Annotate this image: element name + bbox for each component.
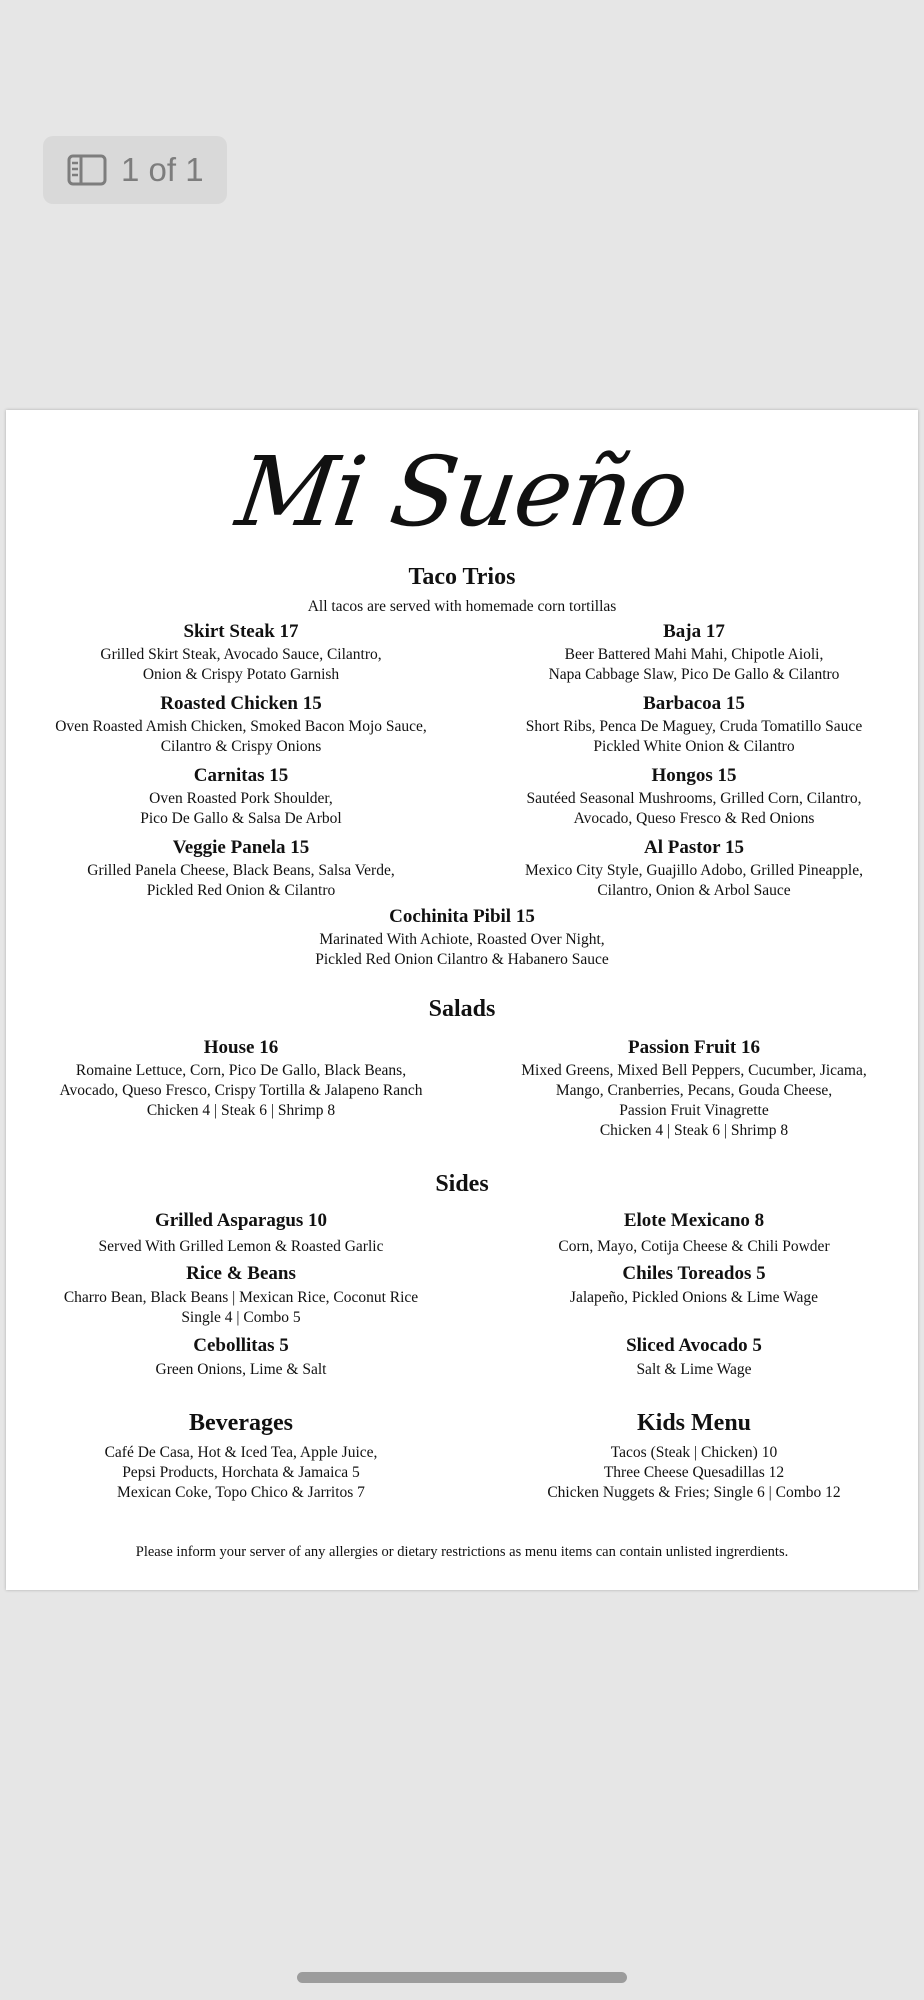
- item-name: Al Pastor 15: [644, 837, 744, 858]
- beverages-title: Beverages: [189, 1410, 293, 1436]
- page-indicator[interactable]: [43, 136, 227, 204]
- menu-item-cochinita-pibil: [6, 906, 918, 970]
- item-name: Skirt Steak 17: [183, 621, 299, 642]
- item-name: Carnitas 15: [193, 765, 289, 786]
- item-name: Elote Mexicano 8: [623, 1210, 765, 1231]
- item-name: Cebollitas 5: [193, 1335, 289, 1356]
- menu-item-house-salad: [26, 1037, 456, 1121]
- taco-trios-title: Taco Trios: [408, 564, 516, 590]
- menu-document: [6, 410, 918, 1590]
- item-desc: Served With Grilled Lemon & Roasted Garlic: [98, 1238, 384, 1255]
- kids-menu-title: Kids Menu: [636, 1410, 752, 1436]
- item-addons: Chicken 4 | Steak 6 | Shrimp 8: [146, 1102, 336, 1119]
- item-desc: Grilled Panela Cheese, Black Beans, Salsa Verde,: [87, 862, 395, 879]
- item-desc: Mango, Cranberries, Pecans, Gouda Cheese,: [555, 1082, 833, 1099]
- menu-item-al-pastor: [484, 837, 904, 901]
- item-desc: Marinated With Achiote, Roasted Over Night,: [319, 931, 605, 948]
- menu-item-cebollitas: [26, 1335, 456, 1380]
- kids-menu-section: [484, 1410, 904, 1503]
- item-desc: Romaine Lettuce, Corn, Pico De Gallo, Black Beans,: [75, 1062, 407, 1079]
- item-name: Rice & Beans: [186, 1263, 296, 1284]
- item-name: Baja 17: [663, 621, 725, 642]
- item-desc: Charro Bean, Black Beans | Mexican Rice, Coconut Rice: [63, 1289, 419, 1306]
- beverages-section: [26, 1410, 456, 1503]
- menu-item-barbacoa: [484, 693, 904, 757]
- item-desc: Beer Battered Mahi Mahi, Chipotle Aioli,: [564, 646, 824, 663]
- menu-item-chiles-toreados: [484, 1263, 904, 1308]
- salads-title: Salads: [428, 996, 496, 1022]
- menu-item-rice-beans: [26, 1263, 456, 1328]
- item-name: House 16: [203, 1037, 279, 1058]
- item-desc: Cilantro, Onion & Arbol Sauce: [597, 882, 791, 899]
- page-indicator-label: 1 of 1: [121, 151, 204, 188]
- taco-trios-subtitle: All tacos are served with homemade corn tortillas: [307, 598, 617, 615]
- item-desc: Single 4 | Combo 5: [181, 1309, 301, 1326]
- restaurant-logo: Mi Sueño: [230, 436, 694, 548]
- item-desc: Pepsi Products, Horchata & Jamaica 5: [122, 1464, 360, 1481]
- item-desc: Oven Roasted Amish Chicken, Smoked Bacon Mojo Sauce,: [55, 718, 427, 735]
- item-name: Hongos 15: [651, 765, 737, 786]
- item-desc: Salt & Lime Wage: [636, 1361, 752, 1378]
- item-desc: Sautéed Seasonal Mushrooms, Grilled Corn, Cilantro,: [526, 790, 862, 807]
- item-desc: Café De Casa, Hot & Iced Tea, Apple Juice,: [104, 1444, 378, 1461]
- menu-item-grilled-asparagus: [26, 1210, 456, 1257]
- item-desc: Mixed Greens, Mixed Bell Peppers, Cucumber, Jicama,: [521, 1062, 867, 1079]
- menu-item-hongos: [484, 765, 904, 829]
- item-desc: Pickled Red Onion & Cilantro: [146, 882, 336, 899]
- item-desc: Cilantro & Crispy Onions: [160, 738, 322, 755]
- item-name: Sliced Avocado 5: [626, 1335, 762, 1356]
- menu-item-baja: [484, 621, 904, 685]
- item-desc: Green Onions, Lime & Salt: [155, 1361, 327, 1378]
- item-name: Grilled Asparagus 10: [154, 1210, 328, 1231]
- item-desc: Grilled Skirt Steak, Avocado Sauce, Cilantro,: [100, 646, 382, 663]
- item-desc: Jalapeño, Pickled Onions & Lime Wage: [569, 1289, 819, 1306]
- menu-item-elote-mexicano: [484, 1210, 904, 1257]
- item-name: Veggie Panela 15: [172, 837, 310, 858]
- item-desc: Napa Cabbage Slaw, Pico De Gallo & Cilantro: [548, 666, 840, 683]
- menu-item-carnitas: [26, 765, 456, 829]
- menu-item-skirt-steak: [26, 621, 456, 685]
- sidebar-panel-icon: [67, 154, 107, 186]
- item-desc: Onion & Crispy Potato Garnish: [142, 666, 340, 683]
- item-desc: Passion Fruit Vinagrette: [619, 1102, 769, 1119]
- item-desc: Oven Roasted Pork Shoulder,: [149, 790, 333, 807]
- item-desc: Pickled White Onion & Cilantro: [593, 738, 795, 755]
- item-name: Roasted Chicken 15: [160, 693, 322, 714]
- allergy-note: Please inform your server of any allergies or dietary restrictions as menu items can contain unlisted ingrerdients.: [135, 1544, 789, 1560]
- item-desc: Three Cheese Quesadillas 12: [603, 1464, 785, 1481]
- item-desc: Tacos (Steak | Chicken) 10: [610, 1444, 778, 1461]
- menu-item-veggie-panela: [26, 837, 456, 901]
- item-desc: Avocado, Queso Fresco, Crispy Tortilla & Jalapeno Ranch: [59, 1082, 423, 1099]
- menu-item-passion-fruit-salad: [484, 1037, 904, 1141]
- item-desc: Mexico City Style, Guajillo Adobo, Grilled Pineapple,: [525, 862, 863, 879]
- item-desc: Pico De Gallo & Salsa De Arbol: [140, 810, 342, 827]
- menu-item-roasted-chicken: [26, 693, 456, 757]
- item-desc: Mexican Coke, Topo Chico & Jarritos 7: [117, 1484, 365, 1501]
- item-desc: Short Ribs, Penca De Maguey, Cruda Tomatillo Sauce: [525, 718, 863, 735]
- item-desc: Avocado, Queso Fresco & Red Onions: [573, 810, 815, 827]
- item-name: Barbacoa 15: [643, 693, 745, 714]
- item-name: Chiles Toreados 5: [622, 1263, 766, 1284]
- menu-item-sliced-avocado: [484, 1335, 904, 1380]
- item-name: Passion Fruit 16: [628, 1037, 760, 1058]
- home-indicator[interactable]: [297, 1972, 627, 1983]
- item-addons: Chicken 4 | Steak 6 | Shrimp 8: [599, 1122, 789, 1139]
- item-name: Cochinita Pibil 15: [389, 906, 535, 927]
- item-desc: Corn, Mayo, Cotija Cheese & Chili Powder: [558, 1238, 830, 1255]
- sides-title: Sides: [435, 1171, 489, 1197]
- item-desc: Chicken Nuggets & Fries; Single 6 | Combo 12: [547, 1484, 841, 1501]
- item-desc: Pickled Red Onion Cilantro & Habanero Sauce: [315, 951, 609, 968]
